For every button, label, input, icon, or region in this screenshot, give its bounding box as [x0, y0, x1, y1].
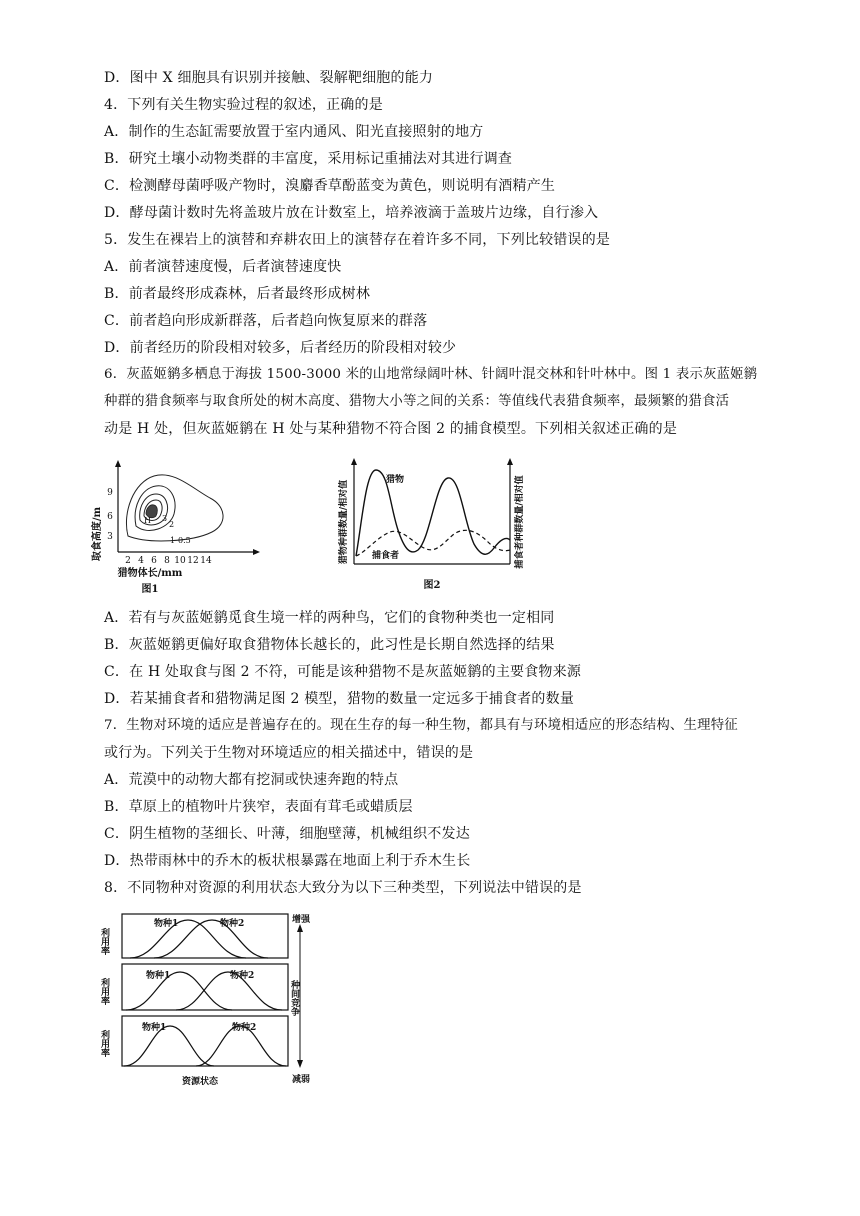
fig2-predator-label: 捕食者: [372, 551, 400, 561]
q6-option-d: D．若某捕食者和猎物满足图 2 模型，猎物的数量一定远多于捕食者的数量: [104, 691, 575, 707]
q4-stem: 4．下列有关生物实验过程的叙述，正确的是: [104, 97, 383, 113]
q6-stem-line3: 动是 H 处，但灰蓝姬鹟在 H 处与某种猎物不符合图 2 的捕食模型。下列相关叙述正确的是: [104, 421, 678, 437]
q7-stem-line2: 或行为。下列关于生物对环境适应的相关描述中，错误的是: [104, 745, 474, 761]
fig1-contour-3: 3: [162, 514, 168, 523]
q6-stem-line1: 6．灰蓝姬鹟多栖息于海拔 1500-3000 米的山地常绿阔叶林、针阔叶混交林和针叶林中。图 1 表示灰蓝姬鹟: [104, 367, 758, 382]
figure-3-resource-use-plot: [96, 906, 336, 1091]
q4-option-c: C．检测酵母菌呼吸产物时，溴麝香草酚蓝变为黄色，则说明有酒精产生: [104, 178, 556, 194]
fig3-top-species1: 物种1: [154, 919, 179, 929]
fig2-caption: 图2: [423, 580, 441, 591]
fig1-xtick-label: 12: [187, 556, 199, 566]
fig1-contour-05: 0.5: [178, 536, 191, 545]
fig3-xlabel: 资源状态: [181, 1077, 219, 1087]
fig1-xtick-label: 2: [125, 556, 131, 566]
fig3-bottom-species1: 物种1: [142, 1023, 167, 1033]
fig1-caption: 图1: [141, 584, 159, 595]
fig1-contour-1: 1: [170, 536, 176, 545]
fig1-xtick-label: 4: [138, 556, 144, 566]
q5-option-a: A．前者演替速度慢，后者演替速度快: [104, 259, 342, 275]
fig1-contour-2: 2: [169, 520, 175, 529]
fig3-ylabel-middle: 利用率: [99, 978, 109, 1005]
q7-option-c: C．阴生植物的茎细长、叶薄，细胞壁薄，机械组织不发达: [104, 826, 470, 842]
fig1-xtick-label: 8: [164, 556, 170, 566]
fig3-panel-middle: [99, 964, 288, 1010]
fig3-competition-label: 种间竞争: [289, 980, 299, 1016]
q4-option-b: B．研究土壤小动物类群的丰富度，采用标记重捕法对其进行调查: [104, 151, 513, 167]
fig1-ytick-label: 3: [107, 532, 113, 542]
fig3-increase-label: 增强: [292, 915, 311, 925]
q6-stem-line2: 种群的猎食频率与取食所处的树木高度、猎物大小等之间的关系：等值线代表猎食频率，最频繁的猎食活: [104, 394, 730, 409]
fig1-xtick-label: 14: [200, 556, 212, 566]
q7-option-d: D．热带雨林中的乔木的板状根暴露在地面上利于乔木生长: [104, 853, 471, 869]
fig3-ylabel-top: 利用率: [99, 928, 109, 955]
q6-option-b: B．灰蓝姬鹟更偏好取食猎物体长越长的，此习性是长期自然选择的结果: [104, 637, 555, 653]
fig3-panel-bottom: [99, 1016, 288, 1066]
fig1-contour-h: H: [144, 516, 151, 525]
fig3-panel-top: [99, 914, 288, 958]
fig3-decrease-label: 减弱: [292, 1075, 311, 1085]
fig1-ytick-label: 6: [107, 512, 113, 522]
q7-option-b: B．草原上的植物叶片狭窄，表面有茸毛或蜡质层: [104, 799, 413, 815]
fig3-top-species2: 物种2: [220, 919, 245, 929]
q4-option-d: D．酵母菌计数时先将盖玻片放在计数室上，培养液滴于盖玻片边缘，自行渗入: [104, 205, 599, 221]
fig1-ylabel: 取食高度/m: [92, 506, 103, 562]
figure-2-predator-prey-plot: [332, 452, 532, 602]
q6-option-c: C．在 H 处取食与图 2 不符，可能是该种猎物不是灰蓝姬鹟的主要食物来源: [104, 664, 582, 680]
fig2-ylabel-left: 猎物种群数量/相对值: [339, 479, 349, 565]
fig3-middle-species1: 物种1: [146, 971, 171, 981]
q3-option-d: D．图中 X 细胞具有识别并接触、裂解靶细胞的能力: [104, 70, 434, 86]
fig1-ytick-label: 9: [107, 488, 113, 498]
fig1-xtick-label: 6: [151, 556, 157, 566]
fig2-ylabel-right: 捕食者种群数量/相对值: [515, 475, 525, 569]
q5-option-c: C．前者趋向形成新群落，后者趋向恢复原来的群落: [104, 313, 428, 329]
q7-stem-line1: 7．生物对环境的适应是普遍存在的。现在生存的每一种生物，都具有与环境相适应的形态结构、生理特征: [104, 718, 738, 733]
q7-option-a: A．荒漠中的动物大都有挖洞或快速奔跑的特点: [104, 772, 399, 788]
fig3-bottom-species2: 物种2: [232, 1023, 257, 1033]
fig3-middle-species2: 物种2: [230, 971, 255, 981]
figure-1-contour-plot: [88, 452, 268, 602]
q4-option-a: A．制作的生态缸需要放置于室内通风、阳光直接照射的地方: [104, 124, 484, 140]
q5-option-b: B．前者最终形成森林，后者最终形成树林: [104, 286, 371, 302]
q5-stem: 5．发生在裸岩上的演替和弃耕农田上的演替存在着许多不同，下列比较错误的是: [104, 232, 611, 248]
fig2-prey-label: 猎物: [386, 475, 405, 485]
fig1-xlabel: 猎物体长/mm: [117, 568, 183, 579]
fig1-xtick-label: 10: [174, 556, 186, 566]
q8-stem: 8．不同物种对资源的利用状态大致分为以下三种类型，下列说法中错误的是: [104, 880, 582, 896]
q5-option-d: D．前者经历的阶段相对较多，后者经历的阶段相对较少: [104, 340, 457, 356]
q6-option-a: A．若有与灰蓝姬鹟觅食生境一样的两种鸟，它们的食物种类也一定相同: [104, 610, 555, 626]
fig3-ylabel-bottom: 利用率: [99, 1030, 109, 1057]
